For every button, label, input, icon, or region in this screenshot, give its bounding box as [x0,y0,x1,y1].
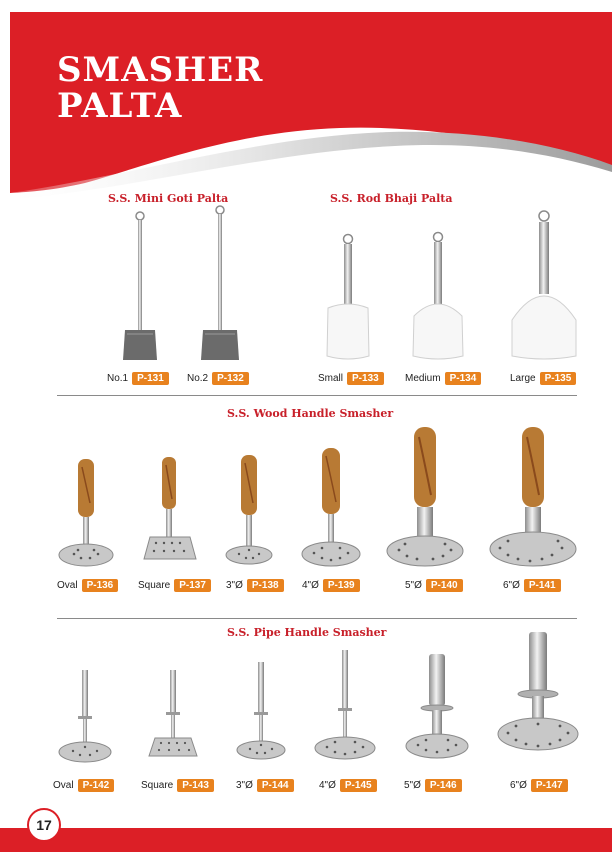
product-label-p141 [503,579,561,592]
product-code-badge: P-138 [247,579,284,592]
product-image-p143 [145,668,201,770]
product-label-p139 [302,579,360,592]
product-image-p146 [404,652,470,770]
product-size: No.2 [187,373,209,384]
product-image-p133 [320,232,376,364]
product-size: 5"Ø [404,780,421,791]
footer-bar [0,828,612,852]
section-divider [57,395,577,396]
section-title-pipe-handle-smasher: S.S. Pipe Handle Smasher [227,626,387,639]
product-image-p140 [385,425,465,570]
product-size: 3"Ø [236,780,253,791]
product-size: Medium [405,373,441,384]
product-size: 4"Ø [302,580,319,591]
product-size: 6"Ø [510,780,527,791]
page-title-line2: PALTA [57,86,183,126]
product-label-p143 [141,779,214,792]
product-label-p133 [318,372,384,385]
product-label-p144 [236,779,294,792]
product-size: Small [318,373,344,384]
product-code-badge: P-146 [425,779,462,792]
product-code-badge: P-143 [177,779,214,792]
product-size: Oval [57,580,78,591]
product-image-p137 [140,455,200,570]
product-size: Square [138,580,171,591]
product-code-badge: P-147 [531,779,568,792]
section-title-mini-goti-palta: S.S. Mini Goti Palta [108,192,229,205]
product-size: 4"Ø [319,780,336,791]
product-code-badge: P-139 [323,579,360,592]
product-code-badge: P-144 [257,779,294,792]
product-image-p138 [222,453,278,570]
product-code-badge: P-135 [540,372,577,385]
product-size: Oval [53,780,74,791]
product-label-p137 [138,579,211,592]
product-label-p146 [404,779,462,792]
product-code-badge: P-137 [174,579,211,592]
product-code-badge: P-133 [347,372,384,385]
product-image-p141 [488,425,578,570]
page-number: 17 [27,808,61,842]
product-label-p132 [187,372,249,385]
product-size: 5"Ø [405,580,422,591]
product-size: 6"Ø [503,580,520,591]
product-code-badge: P-145 [340,779,377,792]
page-title-line1: SMASHER [57,50,264,90]
product-code-badge: P-134 [445,372,482,385]
product-image-p144 [234,660,288,770]
product-size: No.1 [107,373,129,384]
product-label-p140 [405,579,463,592]
product-code-badge: P-136 [82,579,119,592]
product-image-p147 [496,630,580,770]
product-code-badge: P-132 [212,372,249,385]
product-code-badge: P-141 [524,579,561,592]
product-image-p136 [57,455,117,570]
section-title-wood-handle-smasher: S.S. Wood Handle Smasher [227,407,394,420]
product-code-badge: P-131 [132,372,169,385]
product-label-p147 [510,779,568,792]
product-image-p131 [115,210,165,365]
product-code-badge: P-140 [426,579,463,592]
product-label-p136 [57,579,118,592]
product-size: 3"Ø [226,580,243,591]
product-image-p135 [506,208,582,364]
section-divider [57,618,577,619]
product-size: Square [141,780,174,791]
product-label-p131 [107,372,169,385]
product-label-p142 [53,779,114,792]
product-image-p139 [300,446,362,570]
product-label-p145 [319,779,377,792]
product-label-p135 [510,372,576,385]
product-image-p134 [408,230,468,364]
product-label-p134 [405,372,481,385]
product-code-badge: P-142 [78,779,115,792]
product-image-p145 [313,648,377,770]
product-image-p132 [195,204,245,365]
product-label-p138 [226,579,284,592]
product-image-p142 [57,668,113,770]
section-title-rod-bhaji-palta: S.S. Rod Bhaji Palta [330,192,453,205]
product-size: Large [510,373,536,384]
